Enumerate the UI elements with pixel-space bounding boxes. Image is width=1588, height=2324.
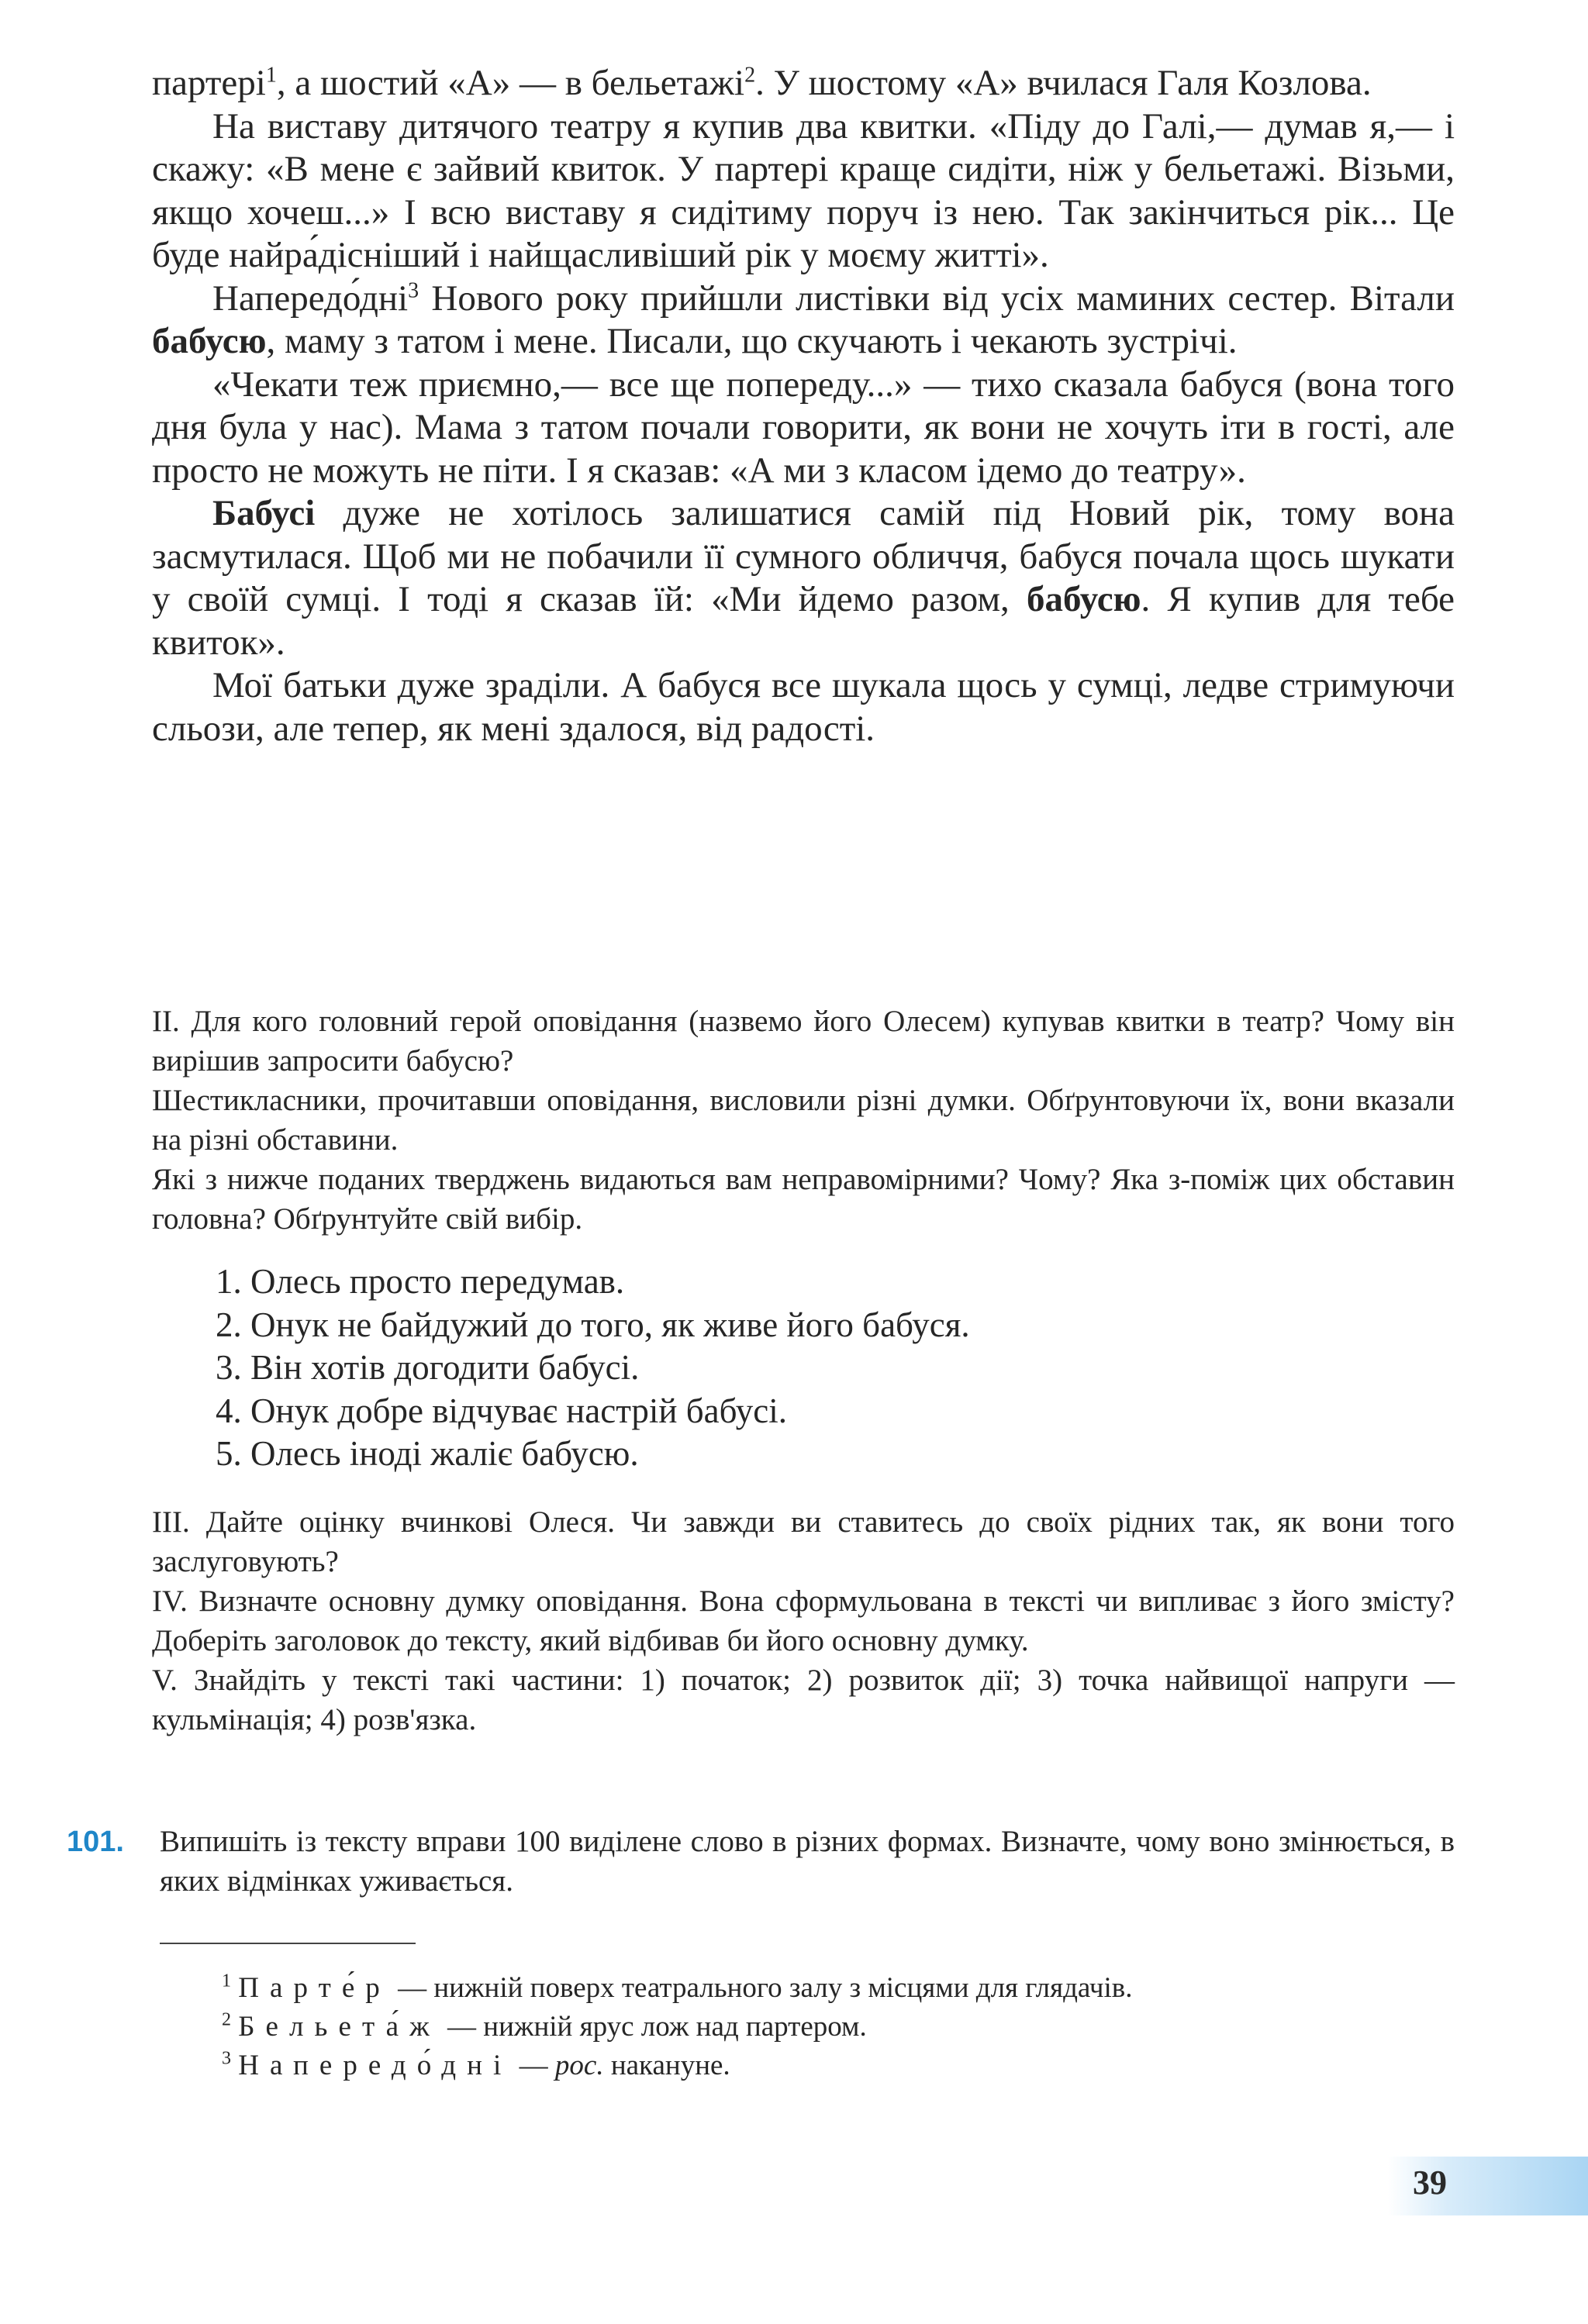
footnote-term: Бельета́ж bbox=[238, 2011, 440, 2043]
highlighted-word: Бабусі bbox=[212, 493, 316, 533]
tasks-3-5 bbox=[152, 1502, 1455, 1740]
task-5: V. Знайдіть у тексті такі частини: 1) початок; 2) розвиток дії; 3) точка найвищої напруги — кульмінація; 4) розв'язка. bbox=[152, 1664, 1455, 1736]
footnote-term: Напередо́дні bbox=[238, 2050, 513, 2081]
list-item: 5. Олесь іноді жаліє бабусю. bbox=[216, 1434, 639, 1473]
footnote-ref-3: 3 bbox=[408, 278, 419, 302]
task-2-question: II. Для кого головний герой оповідання (назвемо його Олесем) купував квитки в театр? Чому він вирішив запросити бабусю? bbox=[152, 1005, 1455, 1078]
task-2 bbox=[152, 1002, 1455, 1239]
highlighted-word: бабусю bbox=[1026, 579, 1141, 619]
list-item: 3. Він хотів догодити бабусі. bbox=[216, 1348, 640, 1387]
story-paragraph-4: «Чекати теж приємно,— все ще попереду...» — тихо сказала бабуся (вона того дня була у нас). Мама з татом почали говорити, як вони не хочуть іти в гості, але просто не можуть не піти. І я сказав: «А ми з класом ідемо до театру». bbox=[152, 364, 1455, 491]
story-paragraph-6: Мої батьки дуже зраділи. А бабуся все шукала щось у сумці, ледве стримуючи сльози, але тепер, як мені здалося, від радості. bbox=[152, 665, 1455, 749]
task-2-instruction: Які з нижче поданих тверджень видаються вам неправомірними? Чому? Яка з-поміж цих обставин головна? Обґрунтуйте свій вибір. bbox=[152, 1163, 1455, 1236]
page-number: 39 bbox=[1413, 2164, 1447, 2202]
footnote-term: Парте́р bbox=[238, 1972, 391, 2004]
task-2-context: Шестикласники, прочитавши оповідання, висловили різні думки. Обґрунтовуючи їх, вони вказали на різні обставини. bbox=[152, 1084, 1455, 1157]
story-paragraph-3: Напередо́дні$^3$ Нового року прийшли листівки від усіх маминих сестер. Вітали бабусю, маму з татом і мене. Писали, що скучають і чекають зустрічі. bbox=[152, 278, 1455, 361]
list-item: 4. Онук добре відчуває настрій бабусі. bbox=[216, 1391, 788, 1430]
exercise-number: 101. bbox=[67, 1826, 124, 1858]
footnote-3: $^3$ Напередо́дні — рос. накануне. bbox=[222, 2048, 730, 2081]
footnote-ref-2: 2 bbox=[744, 63, 756, 88]
footnote-divider bbox=[160, 1943, 416, 1944]
statement-list bbox=[216, 1260, 1379, 1476]
story-text bbox=[152, 62, 1455, 750]
story-paragraph-2: На виставу дитячого театру я купив два квитки. «Піду до Галі,— думав я,— і скажу: «В мене є зайвий квиток. У партері краще сидіти, ніж у бельетажі. Візьми, якщо хочеш...» І всю виставу я сидітиму поруч із нею. Так закінчиться рік... Це буде найра́дісніший і найщасливіший рік у моєму житті». bbox=[152, 105, 1455, 275]
task-3: III. Дайте оцінку вчинкові Олеся. Чи завжди ви ставитесь до своїх рідних так, як вони того заслуговують? bbox=[152, 1505, 1455, 1578]
footnotes bbox=[160, 1969, 1455, 2085]
footnote-2: $^2$ Бельета́ж — нижній ярус лож над партером. bbox=[222, 2009, 867, 2043]
list-item: 1. Олесь просто передумав. bbox=[216, 1262, 625, 1301]
highlighted-word: бабусю bbox=[152, 321, 267, 361]
list-item: 2. Онук не байдужий до того, як живе його бабуся. bbox=[216, 1305, 970, 1344]
story-paragraph-1: партері$^1$, а шостий «А» — в бельетажі$^2$. У шостому «А» вчилася Галя Козлова. bbox=[152, 63, 1372, 103]
footnote-1: $^1$ Парте́р — нижній поверх театрального залу з місцями для глядачів. bbox=[222, 1971, 1133, 2004]
exercise-text: Випишіть із тексту вправи 100 виділене слово в різних формах. Визначте, чому воно змінюється, в яких відмінках уживається. bbox=[160, 1825, 1455, 1898]
story-paragraph-5: Бабусі дуже не хотілось залишатися самій під Новий рік, тому вона засмутилася. Щоб ми не побачили її сумного обличчя, бабуся почала щось шукати у своїй сумці. І тоді я сказав їй: «Ми йдемо разом, бабусю. Я купив для тебе квиток». bbox=[152, 493, 1455, 663]
footnote-ref-1: 1 bbox=[265, 63, 277, 88]
exercise-101 bbox=[160, 1822, 1455, 1901]
task-4: IV. Визначте основну думку оповідання. Вона сформульована в тексті чи випливає з його змісту? Доберіть заголовок до тексту, який відбивав би його основну думку. bbox=[152, 1584, 1455, 1657]
